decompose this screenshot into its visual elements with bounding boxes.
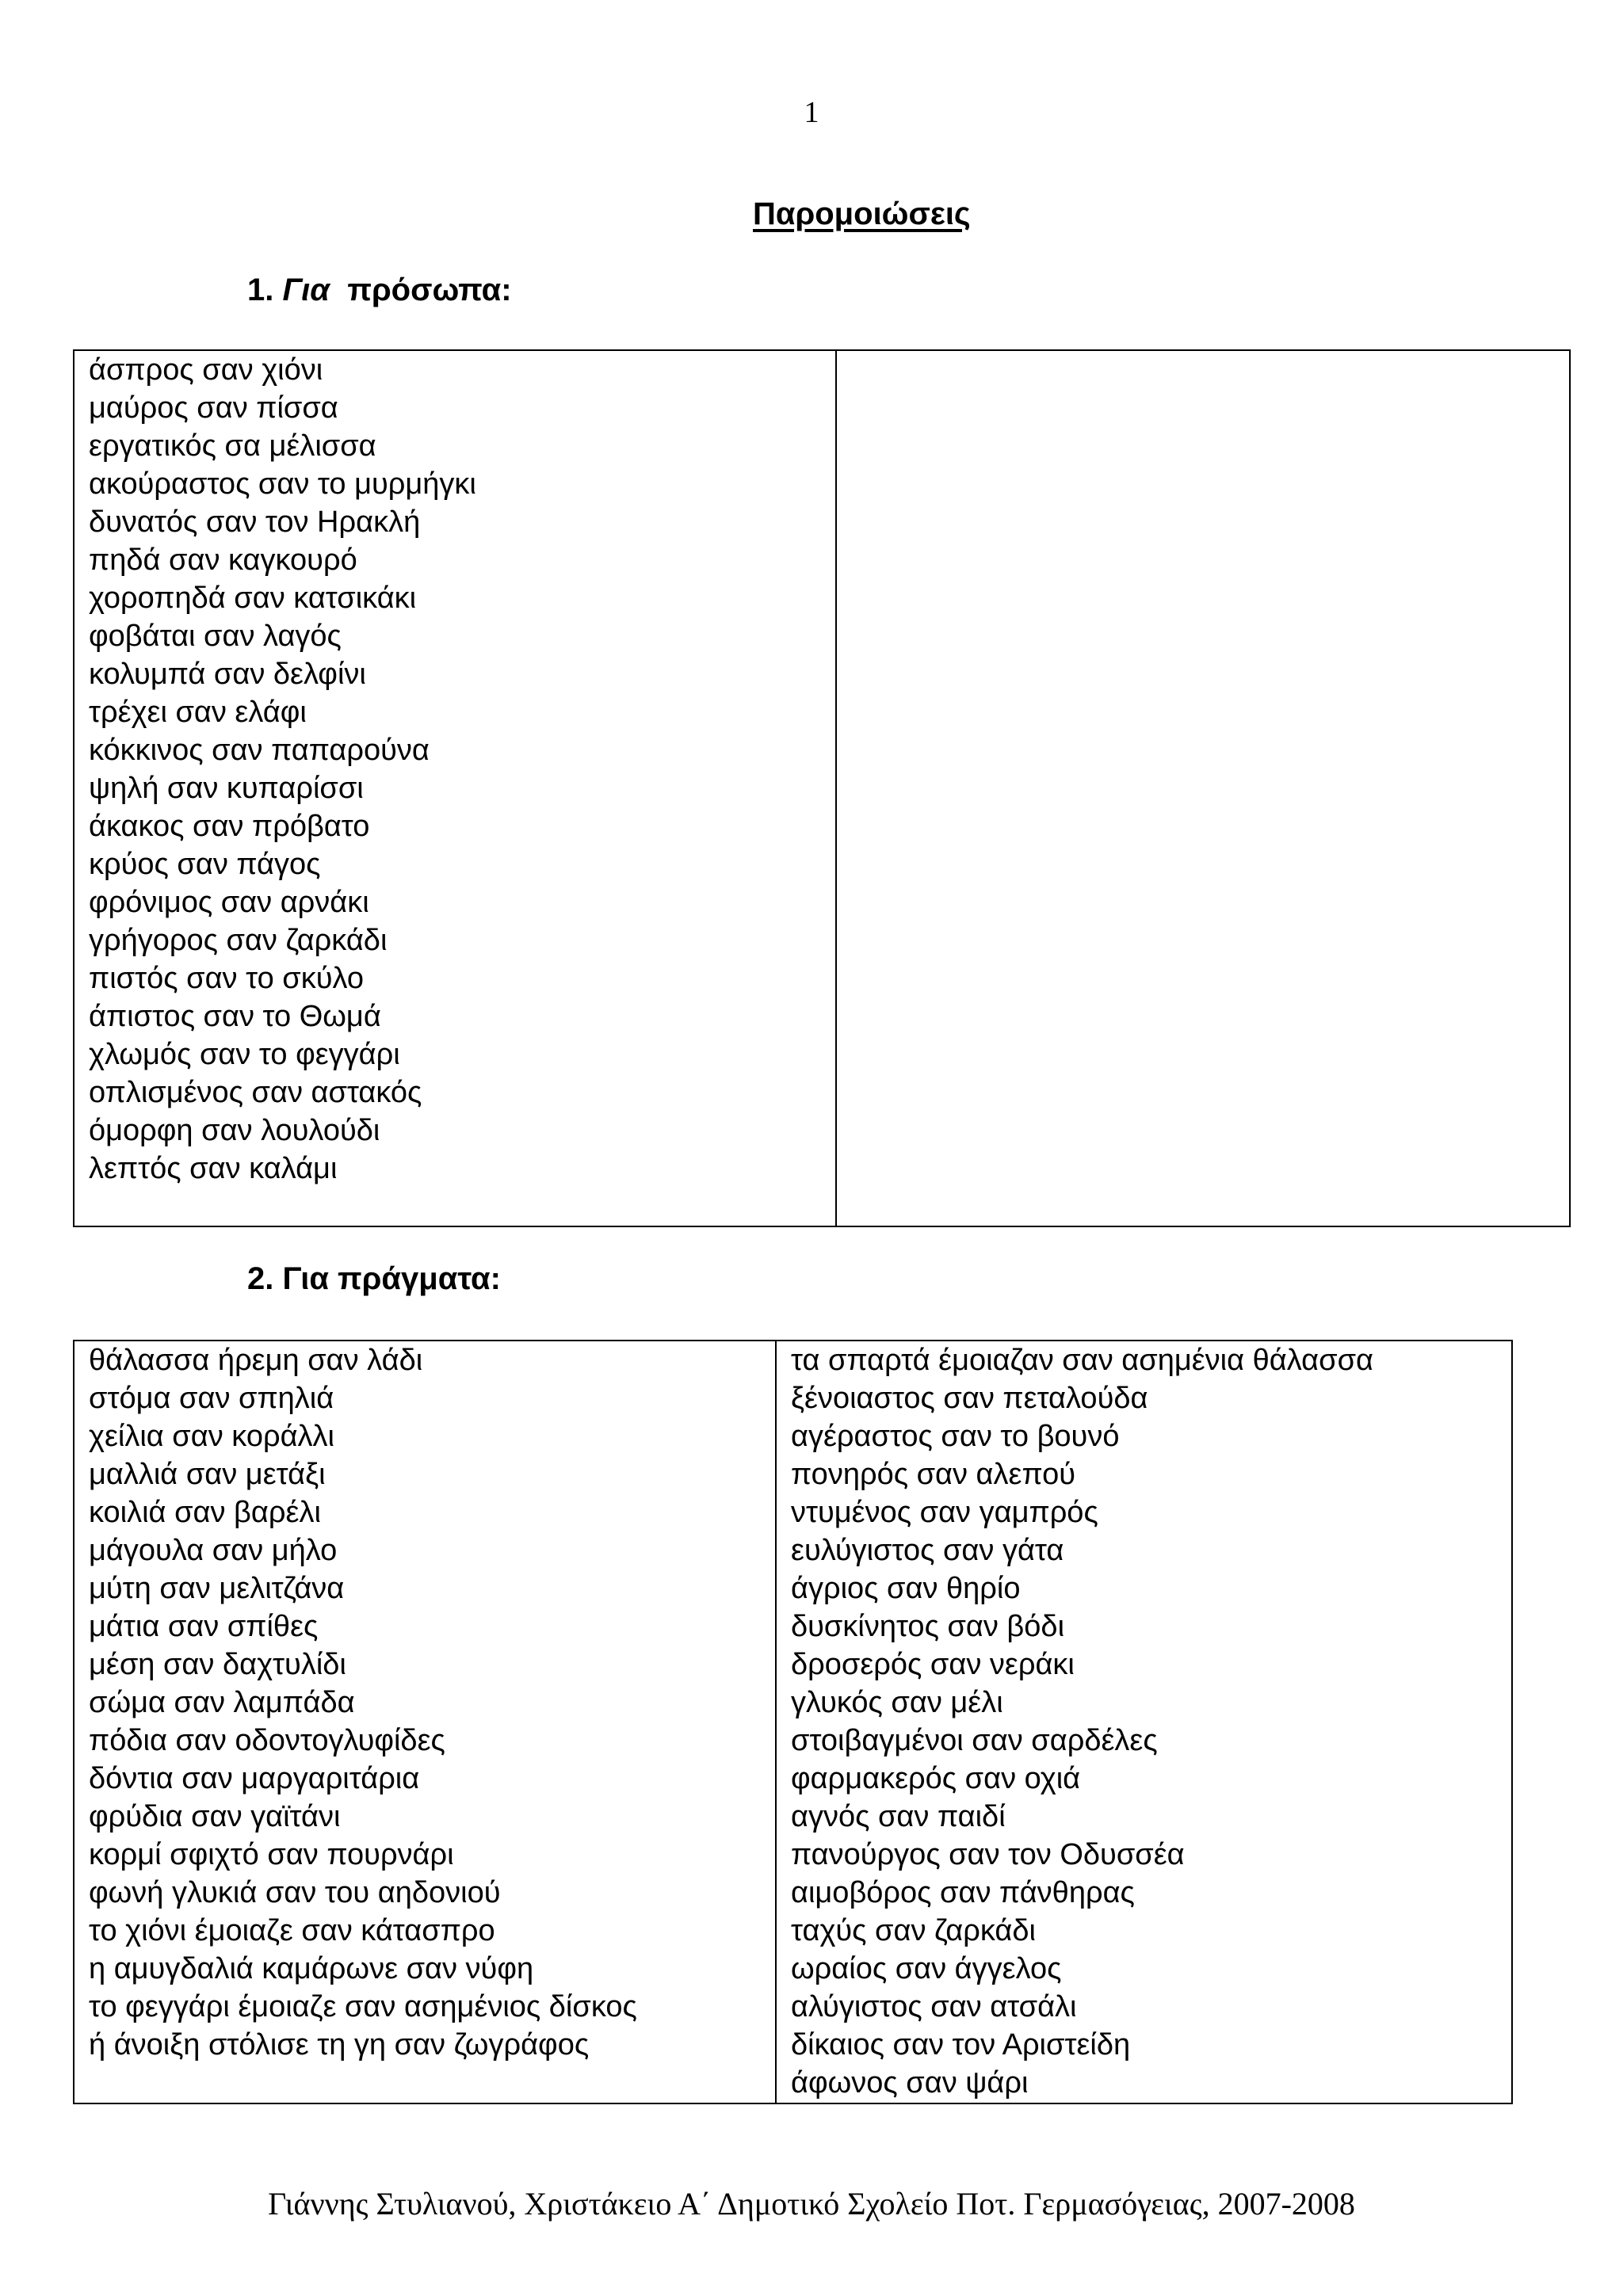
simile-item: μαλλιά σαν μετάξι [89, 1458, 326, 1491]
section-number: 1. [247, 273, 274, 307]
simile-list [89, 1341, 775, 2064]
simile-item: ακούραστος σαν το μυρμήγκι [89, 467, 476, 501]
simile-item: η αμυγδαλιά καμάρωνε σαν νύφη [89, 1952, 534, 1985]
simile-item: πόδια σαν οδοντογλυφίδες [89, 1724, 445, 1757]
table-row [74, 1341, 1512, 2103]
simile-item: δροσερός σαν νεράκι [791, 1648, 1075, 1681]
simile-item: κορμί σφιχτό σαν πουρνάρι [89, 1838, 454, 1871]
section-heading-text: πρόσωπα: [347, 273, 512, 307]
simile-item: χοροπηδά σαν κατσικάκι [89, 582, 417, 615]
simile-item: οπλισμένος σαν αστακός [89, 1076, 422, 1109]
simile-item: αιμοβόρος σαν πάνθηρας [791, 1876, 1135, 1909]
simile-item: ή άνοιξη στόλισε τη γη σαν ζωγράφος [89, 2028, 590, 2061]
simile-item: πονηρός σαν αλεπού [791, 1458, 1076, 1491]
simile-item: αλύγιστος σαν ατσάλι [791, 1990, 1077, 2023]
simile-item: άσπρος σαν χιόνι [89, 353, 323, 387]
simile-item: το χιόνι έμοιαζε σαν κάτασπρο [89, 1914, 495, 1947]
simile-item: ευλύγιστος σαν γάτα [791, 1534, 1064, 1567]
simile-list [89, 351, 835, 1188]
simile-item: πανούργος σαν τον Οδυσσέα [791, 1838, 1185, 1871]
simile-item: κρύος σαν πάγος [89, 848, 321, 881]
simile-item: δυνατός σαν τον Ηρακλή [89, 505, 421, 539]
simile-item: δυσκίνητος σαν βόδι [791, 1610, 1065, 1643]
simile-item: λεπτός σαν καλάμι [89, 1152, 338, 1185]
simile-item: χλωμός σαν το φεγγάρι [89, 1038, 400, 1071]
simile-item: δόντια σαν μαργαριτάρια [89, 1762, 420, 1795]
simile-item: αγέραστος σαν το βουνό [791, 1420, 1120, 1453]
simile-item: το φεγγάρι έμοιαζε σαν ασημένιος δίσκος [89, 1990, 637, 2023]
simile-item: μέση σαν δαχτυλίδι [89, 1648, 346, 1681]
section-heading-italic: Για [282, 273, 330, 307]
similes-table-persons [73, 349, 1571, 1227]
simile-item: μάτια σαν σπίθες [89, 1610, 319, 1643]
simile-item: άκακος σαν πρόβατο [89, 810, 370, 843]
simile-item: στόμα σαν σπηλιά [89, 1382, 334, 1415]
table-cell-left [74, 350, 836, 1226]
simile-item: μύτη σαν μελιτζάνα [89, 1572, 345, 1605]
simile-item: σώμα σαν λαμπάδα [89, 1686, 355, 1719]
simile-item: πηδά σαν καγκουρό [89, 543, 357, 577]
simile-item: κόκκινος σαν παπαρούνα [89, 734, 430, 767]
simile-item: μαύρος σαν πίσσα [89, 391, 338, 425]
simile-item: θάλασσα ήρεμη σαν λάδι [89, 1344, 423, 1377]
simile-item: χείλια σαν κοράλλι [89, 1420, 334, 1453]
simile-item: κοιλιά σαν βαρέλι [89, 1496, 321, 1529]
table-cell-right-empty [836, 350, 1570, 1226]
simile-item: γρήγορος σαν ζαρκάδι [89, 924, 388, 957]
simile-item: άφωνος σαν ψάρι [791, 2066, 1029, 2100]
simile-item: όμορφη σαν λουλούδι [89, 1114, 380, 1147]
simile-item: γλυκός σαν μέλι [791, 1686, 1003, 1719]
simile-item: στοιβαγμένοι σαν σαρδέλες [791, 1724, 1158, 1757]
simile-item: ψηλή σαν κυπαρίσσι [89, 772, 364, 805]
simile-item: κολυμπά σαν δελφίνι [89, 658, 366, 691]
document-title: Παρομοιώσεις [753, 196, 971, 231]
simile-item: τρέχει σαν ελάφι [89, 696, 307, 729]
simile-item: άπιστος σαν το Θωμά [89, 1000, 381, 1033]
page-footer: Γιάννης Στυλιανού, Χριστάκειο Α΄ Δημοτικό Σχολείο Ποτ. Γερμασόγειας, 2007-2008 [268, 2186, 1355, 2222]
page-number: 1 [804, 96, 819, 129]
simile-item: φαρμακερός σαν οχιά [791, 1762, 1081, 1795]
simile-item: πιστός σαν το σκύλο [89, 962, 365, 995]
table-row [74, 350, 1570, 1226]
table-cell-left [74, 1341, 776, 2103]
simile-item: εργατικός σα μέλισσα [89, 429, 376, 463]
simile-item: τα σπαρτά έμοιαζαν σαν ασημένια θάλασσα [791, 1344, 1374, 1377]
simile-item: ταχύς σαν ζαρκάδι [791, 1914, 1036, 1947]
simile-item: αγνός σαν παιδί [791, 1800, 1006, 1833]
simile-item: φοβάται σαν λαγός [89, 620, 342, 653]
simile-item: δίκαιος σαν τον Αριστείδη [791, 2028, 1131, 2061]
simile-list [791, 1341, 1511, 2102]
simile-item: φωνή γλυκιά σαν του αηδονιού [89, 1876, 501, 1909]
simile-item: ντυμένος σαν γαμπρός [791, 1496, 1098, 1529]
section-heading-things: 2. Για πράγματα: [247, 1261, 501, 1296]
section-heading-persons [247, 273, 512, 308]
simile-item: ξένοιαστος σαν πεταλούδα [791, 1382, 1148, 1415]
table-cell-right [776, 1341, 1512, 2103]
simile-item: ωραίος σαν άγγελος [791, 1952, 1062, 1985]
simile-item: μάγουλα σαν μήλο [89, 1534, 338, 1567]
simile-item: φρόνιμος σαν αρνάκι [89, 886, 369, 919]
similes-table-things [73, 1340, 1513, 2104]
simile-item: φρύδια σαν γαϊτάνι [89, 1800, 341, 1833]
simile-item: άγριος σαν θηρίο [791, 1572, 1021, 1605]
